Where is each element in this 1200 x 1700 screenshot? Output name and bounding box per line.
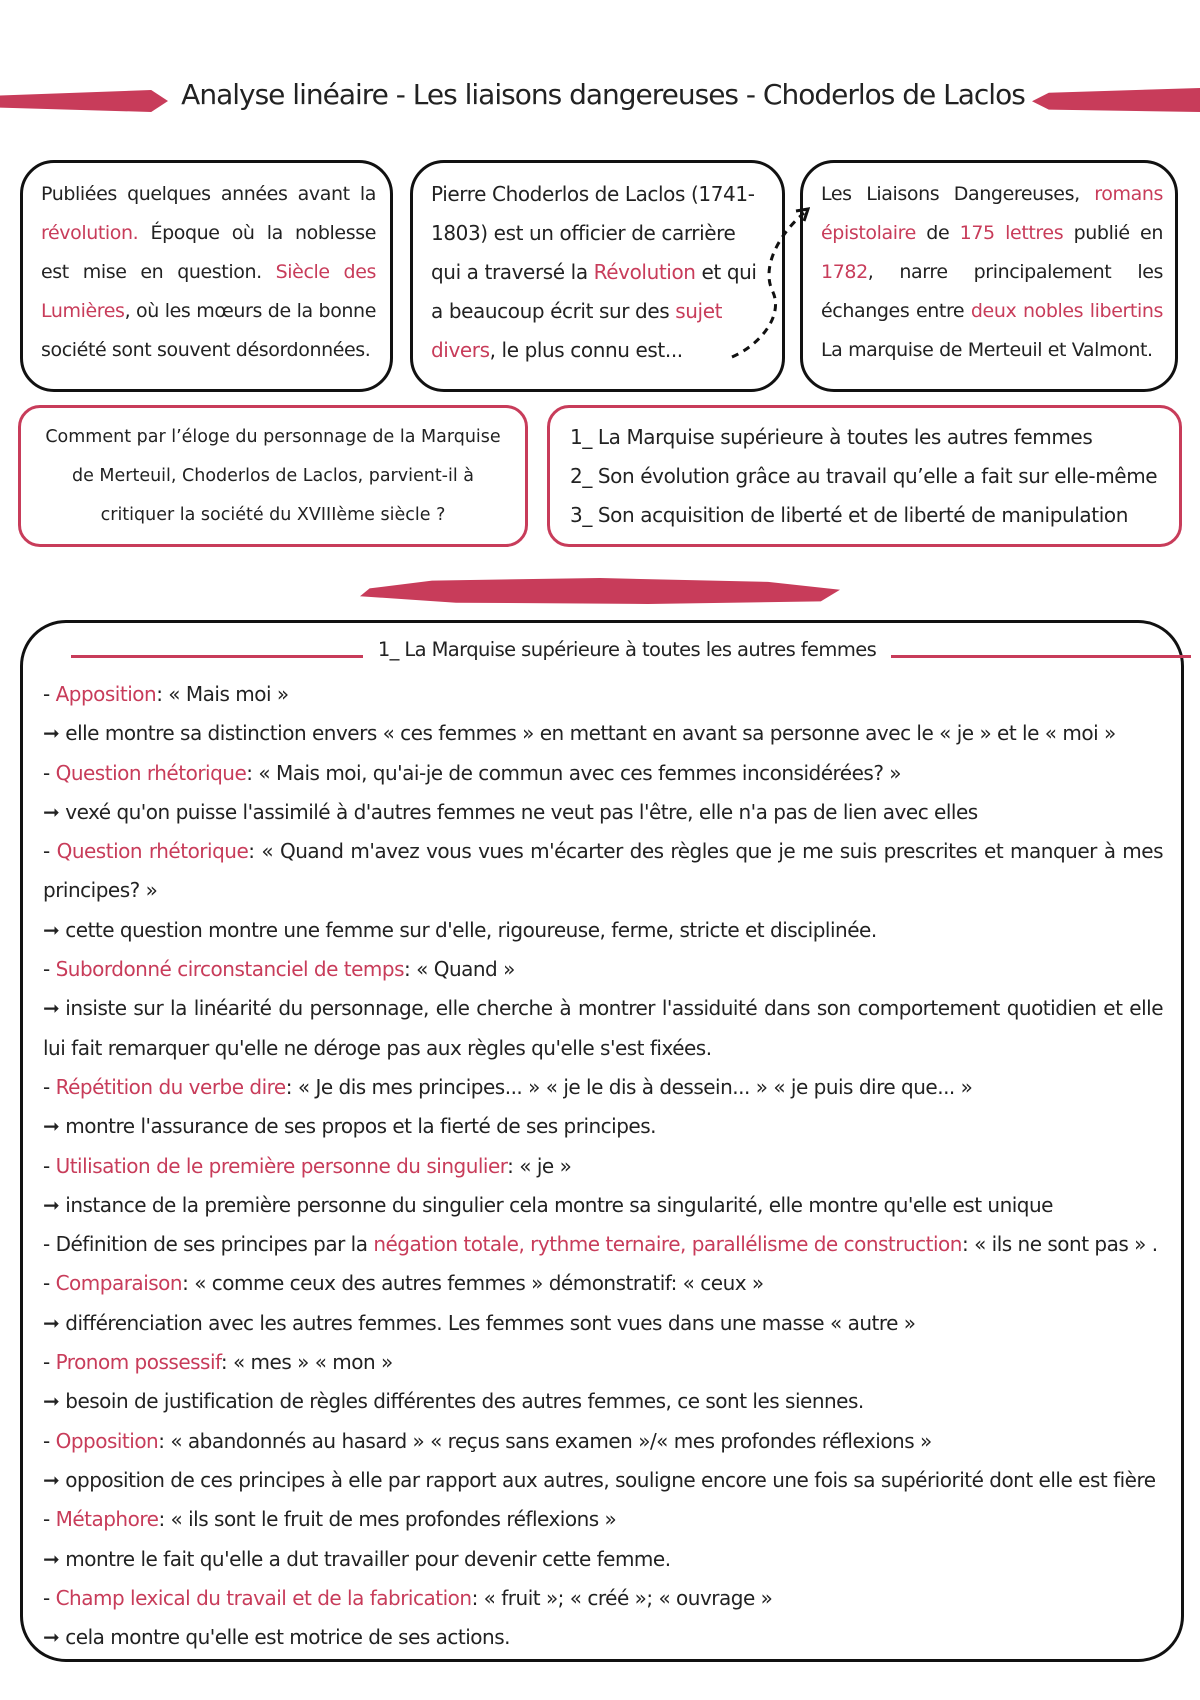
section-rule-left	[71, 655, 363, 658]
arrow-right-icon: ➞	[43, 1467, 60, 1492]
interpretation-line: ➞ montre le fait qu'elle a dut travailler pour devenir cette femme.	[43, 1546, 671, 1571]
figure-line: - Répétition du verbe dire: « Je dis mes principes... » « je le dis à dessein... » « je puis dire que... »	[43, 1074, 973, 1099]
context-text-novel: Les Liaisons Dangereuses, romans épistolaire de 175 lettres publié en 1782, narre principalement les échanges entre deux nobles libertins La marquise de Merteuil et Valmont.	[821, 183, 1163, 361]
arrow-right-icon: ➞	[43, 996, 60, 1021]
figure-line: - Opposition: « abandonnés au hasard » « reçus sans examen »/« mes profondes réflexions »	[43, 1428, 932, 1453]
interpretation-line: ➞ cette question montre une femme sur d'elle, rigoureuse, ferme, stricte et disciplinée.	[43, 917, 877, 942]
figure-line: - Subordonné circonstanciel de temps: « Quand »	[43, 957, 515, 982]
interpretation-line: ➞ différenciation avec les autres femmes. Les femmes sont vues dans une masse « autre »	[43, 1310, 916, 1335]
arrow-right-icon: ➞	[43, 1389, 60, 1414]
arrow-right-icon: ➞	[43, 1310, 60, 1335]
interpretation-line: ➞ cela montre qu'elle est motrice de ses actions.	[43, 1625, 510, 1650]
interpretation-line: ➞ elle montre sa distinction envers « ces femmes » en mettant en avant sa personne avec le « je » et le « moi »	[43, 721, 1116, 746]
arrow-right-icon: ➞	[43, 1114, 60, 1139]
interpretation-line: ➞ instance de la première personne du singulier cela montre sa singularité, elle montre qu'elle est unique	[43, 1192, 1053, 1217]
figure-line: - Question rhétorique: « Quand m'avez vous vues m'écarter des règles que je me suis prescrites et manquer à mes principes? »	[43, 839, 1164, 903]
arrow-right-icon: ➞	[43, 1192, 60, 1217]
arrow-right-icon: ➞	[43, 1625, 60, 1650]
interpretation-line: ➞ insiste sur la linéarité du personnage, elle cherche à montrer l'assiduité dans son comportement quotidien et elle lui fait remarquer qu'elle ne déroge pas aux règles qu'elle s'est fixées.	[43, 996, 1163, 1060]
problematique-box	[18, 405, 528, 547]
section-header	[43, 635, 1163, 675]
figure-line: - Métaphore: « ils sont le fruit de mes profondes réflexions »	[43, 1507, 617, 1532]
interpretation-line: ➞ besoin de justification de règles différentes des autres femmes, ce sont les siennes.	[43, 1389, 864, 1414]
figure-line: - Apposition: « Mais moi »	[43, 682, 289, 706]
arrow-right-icon: ➞	[43, 1546, 60, 1571]
plan-item: 1_ La Marquise supérieure à toutes les autres femmes	[570, 425, 1093, 449]
analysis-box	[20, 620, 1184, 1662]
separator-brush	[360, 578, 840, 604]
figure-line: - Définition de ses principes par la négation totale, rythme ternaire, parallélisme de construction: « ils ne sont pas » .	[43, 1232, 1158, 1257]
arrow-right-icon: ➞	[43, 799, 60, 824]
title-bar	[0, 78, 1200, 118]
interpretation-line: ➞ opposition de ces principes à elle par rapport aux autres, souligne encore une fois sa supériorité dont elle est fière	[43, 1467, 1156, 1492]
figure-line: - Question rhétorique: « Mais moi, qu'ai-je de commun avec ces femmes inconsidérées? »	[43, 760, 902, 785]
figure-line: - Champ lexical du travail et de la fabrication: « fruit »; « créé »; « ouvrage »	[43, 1585, 773, 1610]
context-text-author: Pierre Choderlos de Laclos (1741-1803) est un officier de carrière qui a traversé la Révolution et qui a beaucoup écrit sur des sujet divers, le plus connu est...	[431, 182, 757, 362]
figure-line: - Comparaison: « comme ceux des autres femmes » démonstratif: « ceux »	[43, 1271, 764, 1296]
title-brush-right	[1032, 88, 1200, 112]
problematique-text: Comment par l’éloge du personnage de la Marquise de Merteuil, Choderlos de Laclos, parvient-il à critiquer la société du XVIIIème siècle ?	[45, 427, 501, 525]
plan-box	[547, 405, 1182, 547]
section-title: 1_ La Marquise supérieure à toutes les autres femmes	[377, 638, 877, 661]
interpretation-line: ➞ montre l'assurance de ses propos et la fierté de ses principes.	[43, 1114, 657, 1139]
interpretation-line: ➞ vexé qu'on puisse l'assimilé à d'autres femmes ne veut pas l'être, elle n'a pas de lien avec elles	[43, 799, 978, 824]
title-brush-left	[0, 90, 168, 112]
page-title: Analyse linéaire - Les liaisons dangereuses - Choderlos de Laclos	[181, 78, 1025, 111]
figure-line: - Pronom possessif: « mes » « mon »	[43, 1350, 393, 1375]
plan-item: 3_ Son acquisition de liberté et de liberté de manipulation	[570, 503, 1128, 527]
analysis-lines	[43, 675, 1163, 1657]
context-text-publication: Publiées quelques années avant la révolution. Époque où la noblesse est mise en question. Siècle des Lumières, où les mœurs de la bonne société sont souvent désordonnées.	[41, 183, 376, 361]
figure-line: - Utilisation de le première personne du singulier: « je »	[43, 1153, 572, 1178]
arrow-right-icon: ➞	[43, 721, 60, 746]
context-box-novel	[800, 160, 1178, 392]
arrow-right-icon: ➞	[43, 917, 60, 942]
context-box-author	[410, 160, 785, 392]
plan-item: 2_ Son évolution grâce au travail qu’elle a fait sur elle-même	[570, 464, 1158, 488]
context-box-publication	[20, 160, 393, 392]
section-rule-right	[891, 655, 1191, 658]
